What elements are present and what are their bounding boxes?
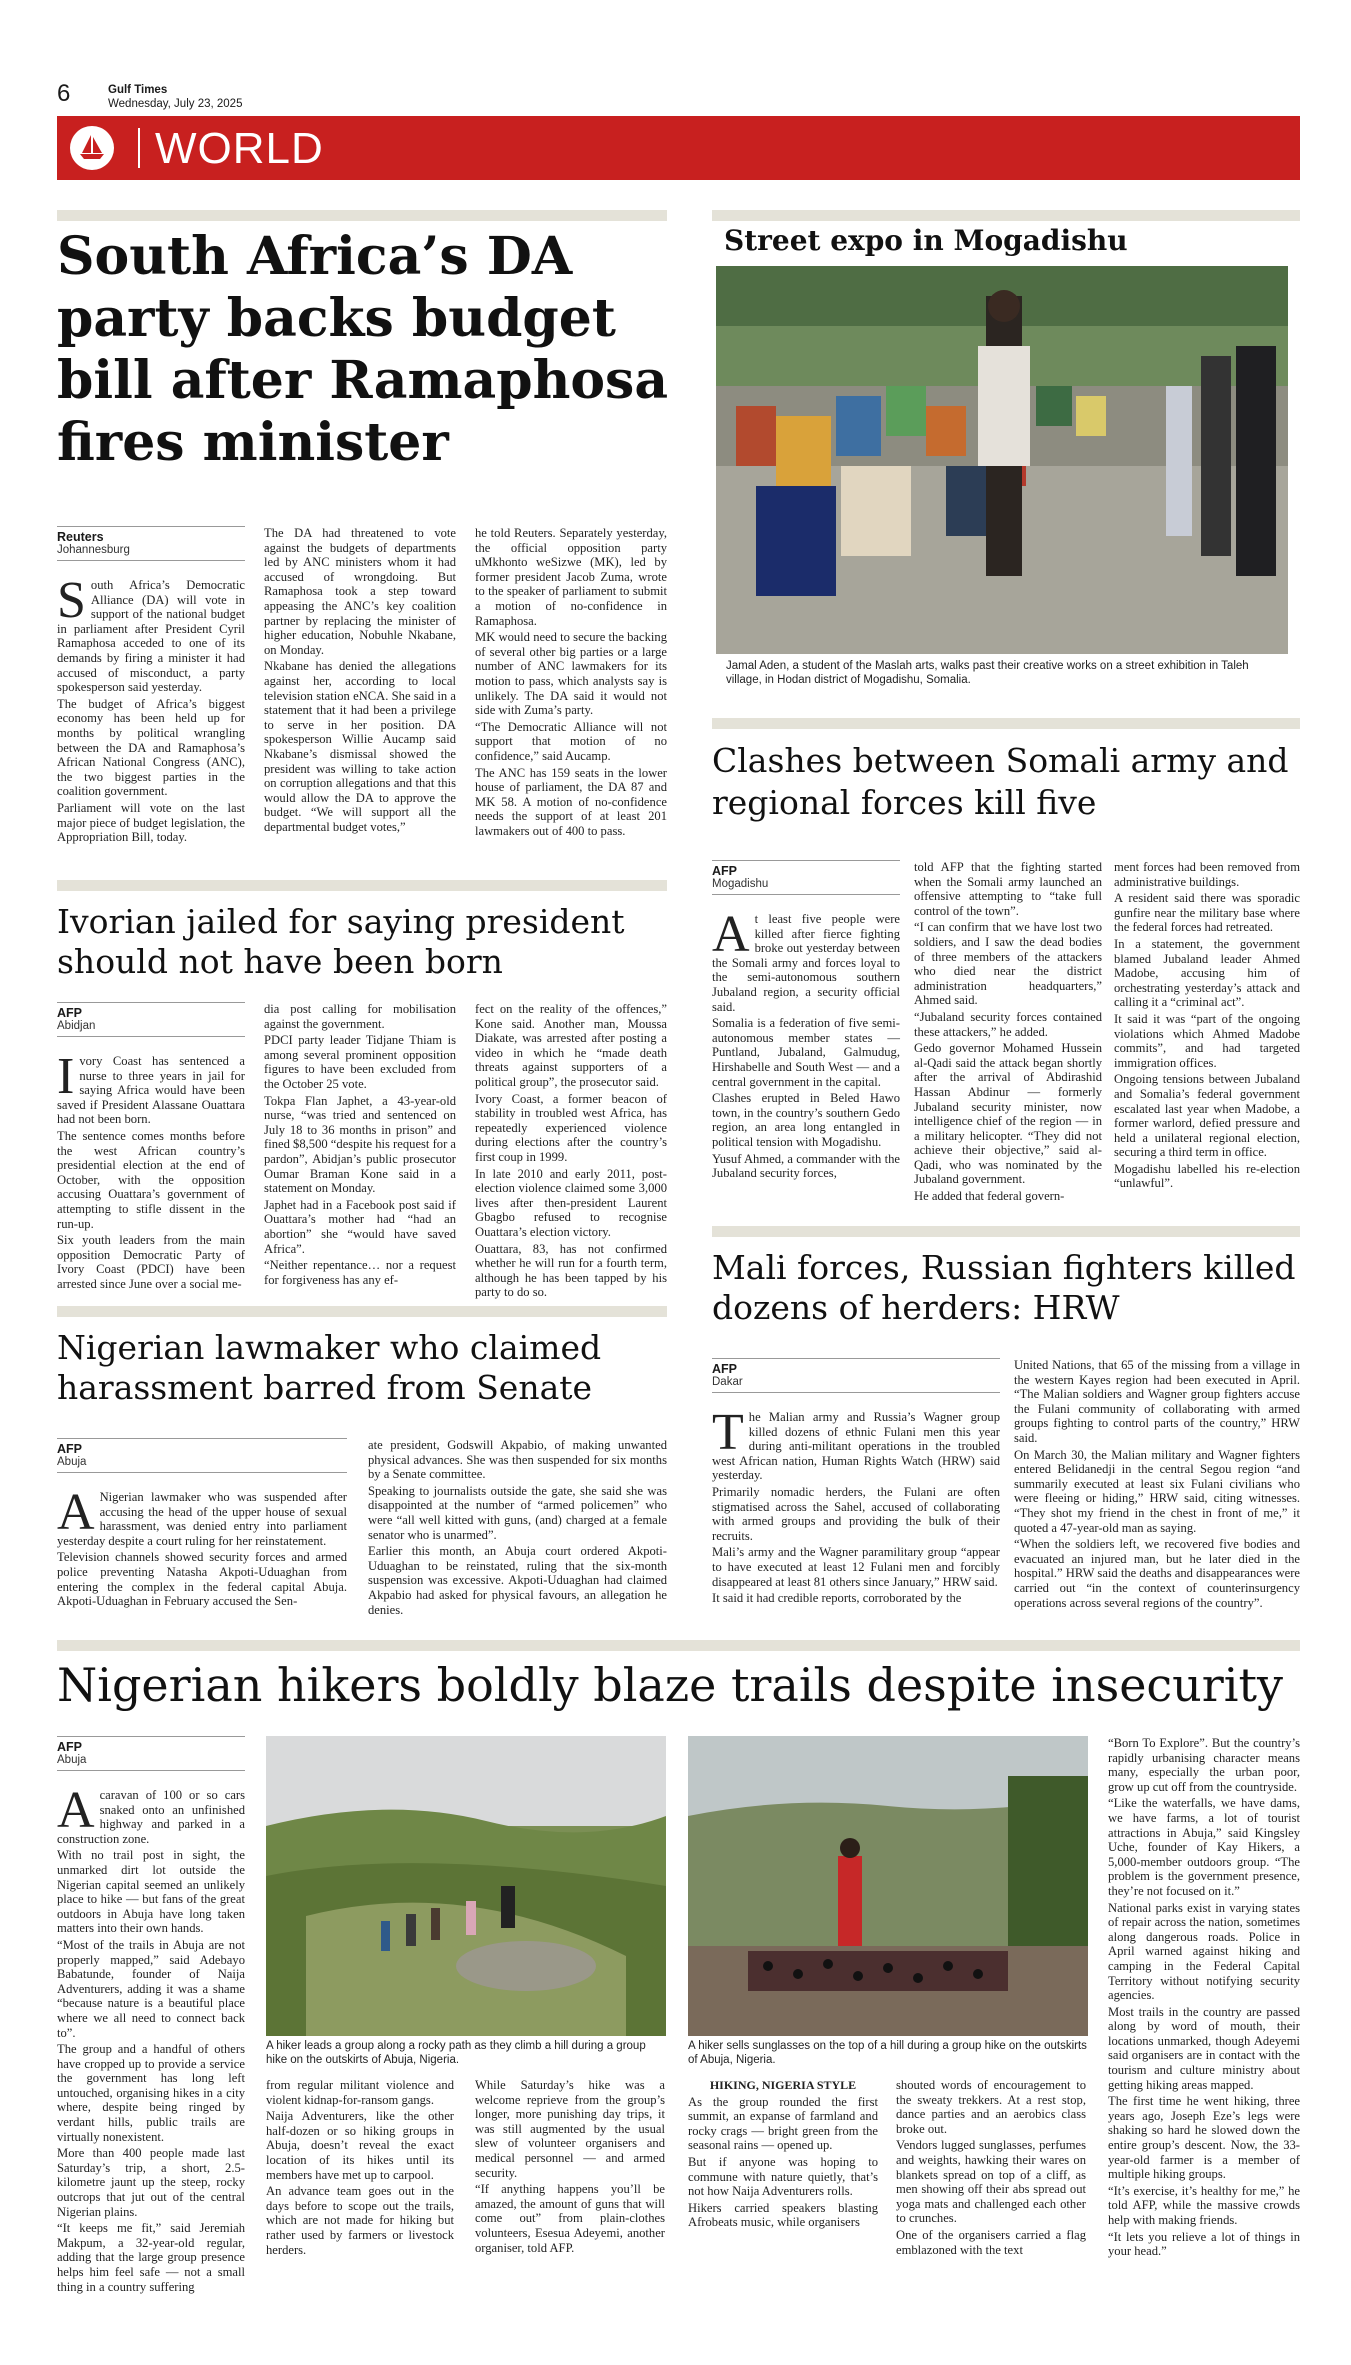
headline-nigerian-lawmaker: Nigerian lawmaker who claimed harassment barred from Senate: [57, 1328, 602, 1407]
article-body-col: from regular militant violence and violent kidnap-for-ransom gangs. Naija Adventurers, like the other half-dozen or so hiking groups in Abuja, doesn’t reveal the exact location of its hikes until its members have met up to carpool. An advance team goes out in the days before to scope out the trails, which are not made for hiking but rather used by farmers or livestock herders.: [266, 2078, 454, 2257]
boat-logo-icon: [70, 126, 114, 170]
story-rule: [57, 210, 667, 221]
headline-nigerian-hikers: Nigerian hikers boldly blaze trails despite insecurity: [57, 1658, 1283, 1712]
article-body-col: dia post calling for mobilisation against the government. PDCI party leader Tidjane Thiam is among several prominent opposition figures to have been excluded from the October 25 vote. Tokpa Flan Japhet, a 43-year-old nurse, “was tried and sentenced on July 18 to 36 months in prison” and fined $8,500 “despite his request for a pardon”, Abidjan’s public prosecutor Oumar Braman Kone said in a statement on Monday. Japhet had in a Facebook post said if Ouattara’s mother had “had an abortion” she “would have saved Africa”. “Neither repentance… nor a request for forgiveness has any ef-: [264, 1002, 456, 1287]
credit-place: Abuja: [57, 1456, 87, 1468]
article-body-col: The Malian army and Russia’s Wagner group killed dozens of ethnic Fulani men this year during anti-militant operations in the troubled west African nation, Human Rights Watch (HRW) said yesterday. Primarily nomadic herders, the Fulani are often stigmatised across the Sahel, accused of collaborating with armed groups and providing the bulk of their recruits. Mali’s army and the Wagner paramilitary group “appear to have executed at least 12 Fulani men and forcibly disappeared at least 81 others since January,” HRW said. It said it had credible reports, corroborated by the: [712, 1404, 1000, 1606]
dropcap: S: [57, 572, 86, 629]
credit-place: Dakar: [712, 1376, 743, 1388]
hiking-photo-vendor: [688, 1736, 1088, 2036]
photo-caption: A hiker sells sunglasses on the top of a hill during a group hike on the outskirts of Abuja, Nigeria.: [688, 2040, 1087, 2066]
dropcap: I: [57, 1048, 75, 1105]
article-body-col: A Nigerian lawmaker who was suspended after accusing the head of the upper house of sexual harassment, was denied entry into parliament yesterday despite a court ruling for her reinstatement. Television channels showed security forces and armed police preventing Natasha Akpoti-Uduaghan from entering the complex in the federal capital Abuja. Akpoti-Uduaghan in February accused the Sen-: [57, 1484, 347, 1609]
story-rule: [57, 1640, 1300, 1651]
story-rule: [712, 718, 1300, 729]
credit-rule: [57, 1438, 347, 1439]
credit-agency: AFP: [712, 1362, 737, 1376]
credit-agency: AFP: [712, 864, 737, 878]
publication-date: Wednesday, July 23, 2025: [108, 98, 243, 110]
credit-rule: [712, 894, 900, 895]
article-body-col: While Saturday’s hike was a welcome reprieve from the group’s longer, more punishing day trips, it was still augmented by the usual slew of volunteer organisers and medical personnel — and armed security. “If anything happens you’ll be amazed, the amount of guns that will come out” from plain-clothes volunteers, Esesua Adeyemi, another organiser, told AFP.: [475, 2078, 665, 2255]
article-body-col: “Born To Explore”. But the country’s rapidly urbanising character means many, especially the urban poor, grow up cut off from the countryside. “Like the waterfalls, we have dams, we have farms, a lot of tourist attractions in Abuja,” said Kingsley Uche, founder of Kay Hikers, a 5,000-member outdoors group. “The problem is the government presence, they’re not focused on it.” National parks exist in varying states of repair across the nation, sometimes along dangerous roads. Police in April warned against hiking and camping in the Federal Capital Territory without notifying security agencies. Most trails in the country are passed along by word of mouth, their locations unmarked, though Adeyemi said organisers are in contact with the tourism and culture ministry about getting hiking areas mapped. The first time he went hiking, three years ago, Joseph Eze’s legs were shaking so hard he slowed down the entire group’s descent. Now, the 33-year-old farmer is a member of multiple hiking groups. “It’s exercise, it’s healthy for me,” he told AFP, while the massive crowds help with making friends. “It lets you relieve a lot of things in your head.”: [1108, 1736, 1300, 2259]
section-band: [57, 116, 1300, 180]
article-body-col: The DA had threatened to vote against the budgets of departments led by ANC ministers whom it had accused of wrongdoing. But Ramaphosa took a step toward appeasing the ANC’s key coalition partner by replacing the minister of higher education, Nobuhle Nkabane, on Monday. Nkabane has denied the allegations against her, according to local television station eNCA. She said in a statement that it had been a privilege to serve in her position. DA spokesperson Willie Aucamp said Nkabane’s dismissal showed the president was willing to take action on corruption allegations and that this would allow the DA to approve the budget. “We will support all the departmental budget votes,”: [264, 526, 456, 834]
article-body-col: A caravan of 100 or so cars snaked onto an unfinished highway and parked in a construction zone. With no trail post in sight, the unmarked dirt lot outside the Nigerian capital seemed an unlikely place to hike — but fans of the great outdoors in Abuja have long taken matters into their own hands. “Most of the trails in Abuja are not properly mapped,” said Adebayo Babatunde, founder of Naija Adventurers, adding it was a shame “because nature is a beautiful place where we all need to connect back to”. The group and a handful of others have cropped up to provide a service the government has long left untouched, organising hikes in a city where, despite being ringed by verdant hills, public trails are virtually nonexistent. More than 400 people made last Saturday’s trip, a short, 2.5-kilometre jaunt up the steep, rocky outcrops that jut out of the central Nigerian plains. “It keeps me fit,” said Jeremiah Makpum, a 32-year-old regular, adding that the large group presence helps him feel safe — not a small thing in a country suffering: [57, 1782, 245, 2294]
article-body-col: shouted words of encouragement to the sweaty trekkers. At a rest stop, dance parties and an aerobics class broke out. Vendors lugged sunglasses, perfumes and weights, hawking their wares on blankets spread on top of a cliff, as men showing off their abs spread out yoga mats and challenged each other to crunches. One of the organisers carried a flag emblazoned with the text: [896, 2078, 1086, 2257]
credit-rule: [57, 1472, 347, 1473]
credit-rule: [57, 526, 245, 527]
article-body-col: At least five people were killed after fierce fighting broke out yesterday between the Somali army and forces loyal to the semi-autonomous southern Jubaland region, a security official said. Somalia is a federation of five semi-autonomous member states — Puntland, Jubaland, Galmudug, Hirshabelle and South West — and a central government in the capital. Clashes erupted in Beled Hawo town, in the country’s southern Gedo region, an area long entangled in political tension with Mogadishu. Yusuf Ahmed, a commander with the Jubaland security forces,: [712, 906, 900, 1181]
headline-mali: Mali forces, Russian fighters killed dozens of herders: HRW: [712, 1248, 1296, 1327]
section-divider: [138, 128, 140, 168]
article-body-col: Ivory Coast has sentenced a nurse to three years in jail for saying Africa would have been saved if President Alassane Ouattara had not been born. The sentence comes months before the west African country’s presidential election at the end of October, with the opposition accusing Ouattara’s government of attempting to stifle dissent in the run-up. Six youth leaders from the main opposition Democratic Party of Ivory Coast (PDCI) have been arrested since June over a social me-: [57, 1048, 245, 1291]
photo-caption: A hiker leads a group along a rocky path as they climb a hill during a group hike on the outskirts of Abuja, Nigeria.: [266, 2040, 646, 2066]
credit-rule: [57, 1036, 245, 1037]
photo-title: Street expo in Mogadishu: [724, 224, 1128, 257]
credit-rule: [57, 1002, 245, 1003]
story-rule: [57, 1306, 667, 1317]
story-rule: [712, 210, 1300, 221]
credit-rule: [712, 860, 900, 861]
story-rule: [57, 880, 667, 891]
credit-rule: [712, 1392, 1000, 1393]
article-body-col: HIKING, NIGERIA STYLE As the group rounded the first summit, an expanse of farmland and rocky crags — bright green from the seasonal rains — opened up. But if anyone was hoping to commune with nature quietly, that’s not how Naija Adventurers rolls. Hikers carried speakers blasting Afrobeats music, while organisers: [688, 2078, 878, 2230]
credit-rule: [57, 1736, 245, 1737]
story-rule: [712, 1226, 1300, 1237]
credit-rule: [57, 560, 245, 561]
article-body-col: told AFP that the fighting started when the Somali army launched an offensive attempting to “take full control of the town”. “I can confirm that we have lost two soldiers, and I saw the dead bodies of three members of the attackers who died near the district administration headquarters,” Ahmed said. “Jubaland security forces contained these attackers,” he added. Gedo governor Mohamed Hussein al-Qadi said the attack began shortly after the arrival of Abdirashid Hassan Abdinur — formerly Jubaland security minister, now intelligence chief of the region — in a military helicopter. “They did not achieve their objective,” said al-Qadi, who was nominated by the Jubaland government. He added that federal govern-: [914, 860, 1102, 1204]
credit-agency: AFP: [57, 1006, 82, 1020]
dropcap: A: [57, 1782, 95, 1839]
street-expo-photo: [716, 266, 1288, 654]
headline-south-africa: South Africa’s DA party backs budget bill after Ramaphosa fires minister: [57, 226, 669, 473]
credit-place: Abidjan: [57, 1020, 96, 1032]
article-body-col: he told Reuters. Separately yesterday, the official opposition party uMkhonto weSizwe (MK), led by former president Jacob Zuma, wrote to the speaker of parliament to submit a motion of no-confidence in Ramaphosa. MK would need to secure the backing of several other big parties or a large number of ANC lawmakers for its motion to pass, which analysts say is unlikely. The DA said it would not side with Zuma’s party. “The Democratic Alliance will not support that motion of no confidence,” said Aucamp. The ANC has 159 seats in the lower house of parliament, the DA 87 and MK 58. A motion of no-confidence needs the support of at least 201 lawmakers out of 400 to pass.: [475, 526, 667, 838]
article-body-col: United Nations, that 65 of the missing from a village in the western Kayes region had been executed in April. “The Malian soldiers and Wagner group fighters accuse the Fulani community of collaborating with armed groups fighting to control parts of the country,” HRW said. On March 30, the Malian military and Wagner fighters entered Belidanedji in the central Segou region “and summarily executed at least six Fulani civilians who were fleeing or hiding,” HRW said, citing witnesses. “They shot my friend in the chest in front of me,” it quoted a 47-year-old man as saying. “When the soldiers left, we recovered five bodies and evacuated an injured man, but he later died in the hospital.” HRW said the deaths and disappearances were carried out “in the context of counterinsurgency operations across several regions of the country”.: [1014, 1358, 1300, 1610]
dropcap: A: [712, 906, 750, 963]
section-title: WORLD: [155, 124, 324, 173]
credit-agency: Reuters: [57, 530, 104, 544]
hiking-photo-group: [266, 1736, 666, 2036]
credit-agency: AFP: [57, 1442, 82, 1456]
credit-place: Mogadishu: [712, 878, 769, 890]
headline-somali: Clashes between Somali army and regional forces kill five: [712, 741, 1289, 822]
credit-rule: [712, 1358, 1000, 1359]
headline-ivorian: Ivorian jailed for saying president should not have been born: [57, 902, 625, 981]
photo-caption: Jamal Aden, a student of the Maslah arts, walks past their creative works on a street exhibition in Taleh village, in Hodan district of Mogadishu, Somalia.: [726, 660, 1249, 686]
credit-place: Johannesburg: [57, 544, 130, 556]
article-body-col: South Africa’s Democratic Alliance (DA) will vote in support of the national budget in parliament after President Cyril Ramaphosa acceded to one of its demands by firing a minister it had accused of misconduct, a party spokesperson said yesterday. The budget of Africa’s biggest economy has been held up for months by political wrangling between the DA and Ramaphosa’s African National Congress (ANC), the two biggest parties in the coalition government. Parliament will vote on the last major piece of budget legislation, the Appropriation Bill, today.: [57, 572, 245, 845]
credit-place: Abuja: [57, 1754, 87, 1766]
dropcap: T: [712, 1404, 744, 1461]
article-body-col: ment forces had been removed from administrative buildings. A resident said there was sporadic gunfire near the military base where the federal forces had retreated. In a statement, the government blamed Jubaland leader Ahmed Madobe, accusing him of orchestrating yesterday’s attack and calling it a “criminal act”. It said it was “part of the ongoing violations which Ahmed Madobe commits”, and had targeted immigration offices. Ongoing tensions between Jubaland and Somalia’s federal government escalated last year when Madobe, a former warlord, defied pressure and held a unilateral regional election, securing a third term in office. Mogadishu labelled his re-election “unlawful”.: [1114, 860, 1300, 1191]
subhead: HIKING, NIGERIA STYLE: [709, 2078, 857, 2092]
dropcap: A: [57, 1484, 95, 1541]
article-body-col: ate president, Godswill Akpabio, of making unwanted physical advances. She was then suspended for six months by a Senate committee. Speaking to journalists outside the gate, she said she was disappointed at the number of “armed policemen” who were “all well kitted with guns, (and) charged at a female senator who is unarmed”. Earlier this month, an Abuja court ordered Akpoti-Uduaghan to be reinstated, ruling that the six-month suspension was excessive. Akpoti-Uduaghan had claimed Akpabio had asked for physical favours, an allegation he denies.: [368, 1438, 667, 1617]
page-number: 6: [57, 80, 71, 107]
article-body-col: fect on the reality of the offences,” Kone said. Another man, Moussa Diakate, was arrested after posting a video in which he “made death threats against supporters of a political group”, the prosecutor said. Ivory Coast, a former beacon of stability in troubled west Africa, has repeatedly experienced violence during elections after the country’s first coup in 1999. In late 2010 and early 2011, post-election violence claimed some 3,000 lives after then-president Laurent Gbagbo refused to recognise Ouattara’s election victory. Ouattara, 83, has not confirmed whether he will run for a fourth term, although he has been tapped by his party to do so.: [475, 1002, 667, 1300]
publication-name: Gulf Times: [108, 84, 168, 96]
credit-agency: AFP: [57, 1740, 82, 1754]
credit-rule: [57, 1770, 245, 1771]
